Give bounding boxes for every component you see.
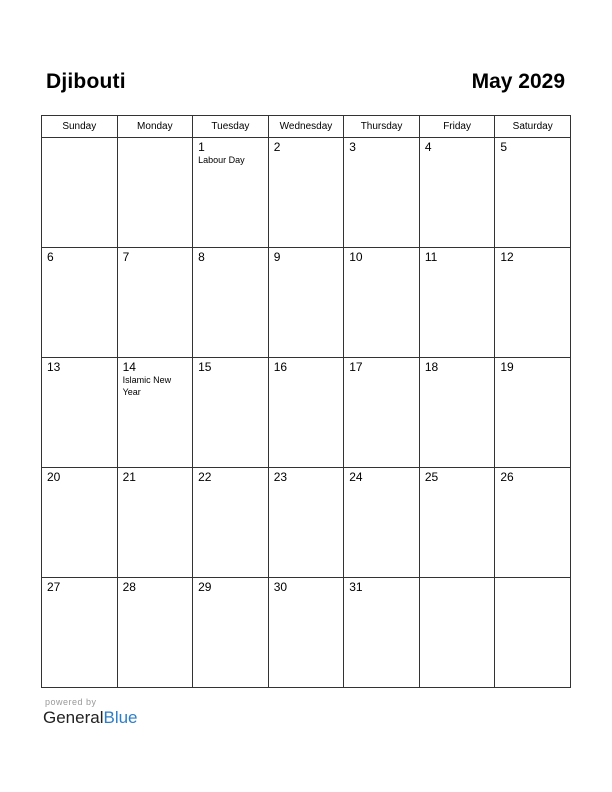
day-cell [117,248,193,358]
day-cell [42,358,118,468]
day-cell [344,358,420,468]
day-cell [268,358,344,468]
week-row [42,358,571,468]
day-cell [419,358,495,468]
day-cell [42,248,118,358]
day-cell [268,138,344,248]
day-cell [344,468,420,578]
day-number: 21 [122,470,136,484]
day-number: 15 [198,360,212,374]
day-number: 25 [424,470,439,484]
day-number: 1 [198,140,205,154]
day-cell [344,248,420,358]
day-number: 8 [198,250,205,264]
day-cell [419,138,495,248]
day-number [420,578,495,580]
day-number: 18 [424,360,439,374]
day-cell [117,138,193,248]
weekday-thursday: Thursday [344,116,420,138]
brand-general-text: General [43,708,104,727]
day-cell [268,468,344,578]
day-cell [193,248,269,358]
weekday-friday: Friday [419,116,495,138]
day-number: 2 [273,140,281,154]
day-cell [117,358,193,468]
day-number: 14 [122,360,136,374]
footer-branding [43,697,138,728]
day-cell [495,358,571,468]
day-cell [117,468,193,578]
day-cell [495,248,571,358]
day-number: 6 [47,250,54,264]
day-number: 27 [47,580,61,594]
week-row [42,248,571,358]
day-number [42,138,117,140]
day-number [118,138,193,140]
day-number: 13 [47,360,61,374]
day-cell [117,578,193,688]
day-cell [268,248,344,358]
day-number: 7 [122,250,130,264]
day-cell [419,468,495,578]
day-number: 31 [349,580,363,594]
day-cell [42,468,118,578]
country-title: Djibouti [46,70,126,93]
calendar-grid [41,115,571,688]
day-number: 11 [424,250,438,264]
day-cell [495,578,571,688]
day-number: 3 [349,140,356,154]
weekday-wednesday: Wednesday [268,116,344,138]
day-number: 9 [273,250,281,264]
weekday-monday: Monday [117,116,193,138]
day-number: 26 [500,470,514,484]
day-number: 30 [273,580,288,594]
holiday-label: Labour Day [198,155,245,165]
day-number: 16 [273,360,288,374]
holiday-label: Islamic New Year [122,375,172,397]
day-number: 24 [349,470,363,484]
day-number: 10 [349,250,363,264]
day-number: 23 [273,470,288,484]
day-number: 5 [500,140,508,154]
day-cell [193,138,269,248]
day-cell [419,248,495,358]
weekday-sunday: Sunday [42,116,118,138]
powered-by-text: powered by [45,697,97,707]
weekday-saturday: Saturday [495,116,571,138]
day-number: 22 [198,470,212,484]
day-cell [495,138,571,248]
day-number: 19 [500,360,514,374]
day-number: 12 [500,250,514,264]
day-cell [193,358,269,468]
day-cell [419,578,495,688]
day-number: 4 [424,140,432,154]
day-cell [268,578,344,688]
day-cell [193,468,269,578]
day-cell [344,578,420,688]
weekday-header-row [42,116,571,138]
day-number [495,578,570,580]
month-year-title: May 2029 [471,70,565,93]
week-row [42,578,571,688]
day-cell [193,578,269,688]
generalblue-logo[interactable] [43,708,138,728]
day-cell [495,468,571,578]
week-row [42,468,571,578]
weekday-tuesday: Tuesday [193,116,269,138]
day-number: 29 [198,580,212,594]
day-cell [42,138,118,248]
day-cell [42,578,118,688]
day-number: 28 [122,580,136,594]
day-cell [344,138,420,248]
day-number: 17 [349,360,363,374]
day-number: 20 [47,470,61,484]
week-row [42,138,571,248]
brand-blue-text: Blue [103,708,138,727]
